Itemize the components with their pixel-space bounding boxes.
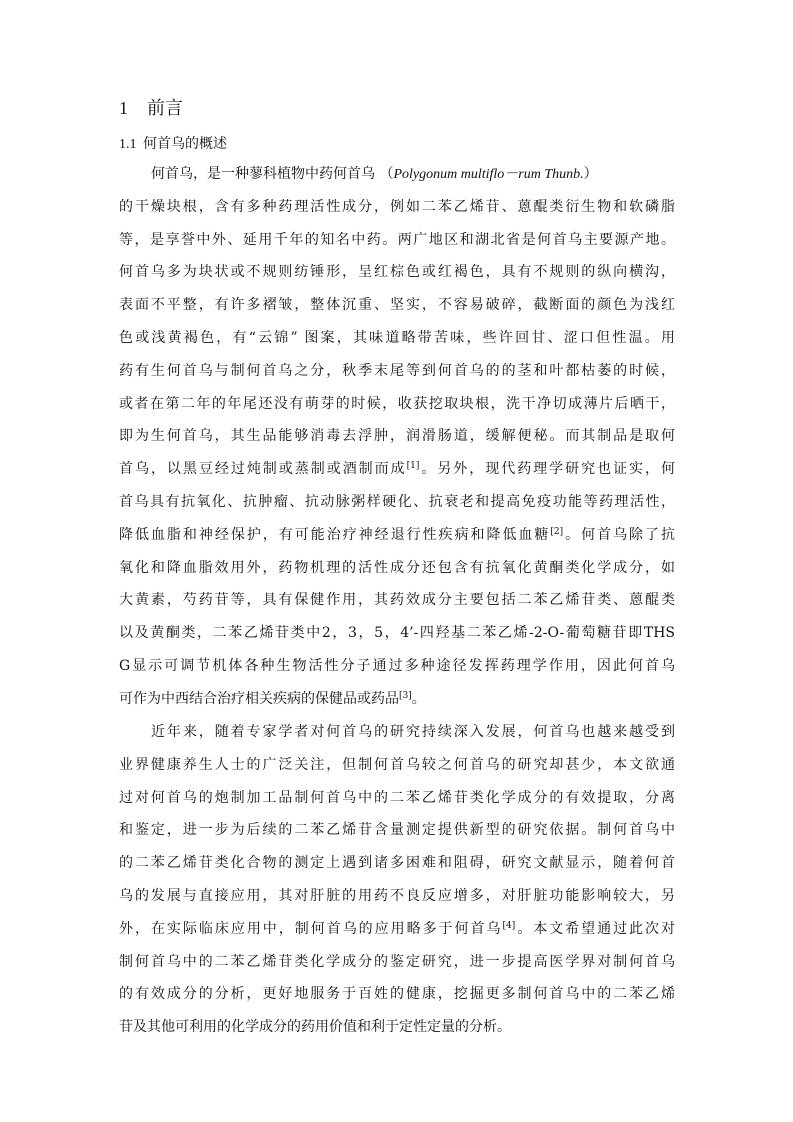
text-line: 大黄素，芍药苷等，具有保健作用，其药效成分主要包括二苯乙烯苷类、蒽醌类 xyxy=(119,592,675,609)
text-line: 的二苯乙烯苷类化合物的测定上遇到诸多困难和阻碍，研究文献显示，随着何首 xyxy=(119,855,675,872)
text-line: 首乌具有抗氧化、抗肿瘤、抗动脉粥样硬化、抗衰老和提高免疫功能等药理活性， xyxy=(119,493,675,510)
text-line: 以及黄酮类，二苯乙烯苷类中2，3，5，4’-四羟基二苯乙烯-2-O-葡萄糖苷即THS xyxy=(119,625,675,642)
text-line: 近年来，随着专家学者对何首乌的研究持续深入发展，何首乌也越来越受到 xyxy=(151,724,675,740)
text-line: 外，在实际临床应用中，制何首乌的应用略多于何首乌[4]。本文希望通过此次对 xyxy=(119,920,675,937)
subsection-heading xyxy=(119,133,227,156)
citation-ref: [4] xyxy=(502,920,516,931)
paragraph-2 xyxy=(119,716,675,1044)
section-title: 前言 xyxy=(147,98,183,119)
paragraph-1 xyxy=(119,158,675,716)
citation-ref: [1] xyxy=(406,461,420,472)
section-heading xyxy=(119,94,183,123)
text-line: 何首乌多为块状或不规则纺锤形，呈红棕色或红褐色，具有不规则的纵向横沟， xyxy=(119,264,675,281)
text-line: 降低血脂和神经保护，有可能治疗神经退行性疾病和降低血糖[2]。何首乌除了抗 xyxy=(119,526,675,543)
text-line: 乌的发展与直接应用，其对肝脏的用药不良反应增多，对肝脏功能影响较大，另 xyxy=(119,887,675,904)
text-line: 药有生何首乌与制何首乌之分，秋季末尾等到何首乌的的茎和叶都枯萎的时候， xyxy=(119,362,675,379)
section-number: 1 xyxy=(119,98,128,118)
text-line: 的有效成分的分析，更好地服务于百姓的健康，挖掘更多制何首乌中的二苯乙烯 xyxy=(119,986,675,1003)
subsection-number: 1.1 xyxy=(119,137,137,152)
text-line: 等，是享誉中外、延用千年的知名中药。两广地区和湖北省是何首乌主要源产地。 xyxy=(119,231,675,248)
text-line: 色或浅黄褐色，有“云锦” 图案，其味道略带苦味，些许回甘、涩口但性温。用 xyxy=(119,329,675,346)
text-line: 即为生何首乌，其生品能够消毒去浮肿，润滑肠道，缓解便秘。而其制品是取何 xyxy=(119,428,675,445)
text-line: 的干燥块根，含有多种药理活性成分，例如二苯乙烯苷、蒽醌类衍生物和软磷脂 xyxy=(119,198,675,215)
text-line: 或者在第二年的年尾还没有萌芽的时候，收获挖取块根，洗干净切成薄片后晒干， xyxy=(119,395,675,412)
text-line: 苷及其他可利用的化学成分的药用价值和利于定性定量的分析。 xyxy=(119,1019,511,1036)
text-line: 和鉴定，进一步为后续的二苯乙烯苷含量测定提供新型的研究依据。制何首乌中 xyxy=(119,822,675,839)
citation-ref: [2] xyxy=(550,526,564,537)
text-line: 可作为中西结合治疗相关疾病的保健品或药品[3]。 xyxy=(119,690,426,707)
subsection-title: 何首乌的概述 xyxy=(143,136,227,152)
text-line: 过对何首乌的炮制加工品制何首乌中的二苯乙烯苷类化学成分的有效提取，分离 xyxy=(119,789,675,806)
text-line: 制何首乌中的二苯乙烯苷类化学成分的鉴定研究，进一步提高医学界对制何首乌 xyxy=(119,953,675,970)
text-line: 表面不平整，有许多褶皱，整体沉重、坚实，不容易破碎，截断面的颜色为浅红 xyxy=(119,297,675,314)
citation-ref: [3] xyxy=(399,690,412,701)
text-line: 首乌，以黑豆经过炖制或蒸制或酒制而成[1]。另外，现代药理学研究也证实，何 xyxy=(119,461,675,478)
text-line: 何首乌，是一种蓼科植物中药何首乌 （Polygonum multiflo－rum Thunb.） xyxy=(151,166,598,182)
text-line: 氧化和降血脂效用外，药物机理的活性成分还包含有抗氧化黄酮类化学成分，如 xyxy=(119,559,675,576)
text-line: 业界健康养生人士的广泛关注，但制何首乌较之何首乌的研究却甚少，本文欲通 xyxy=(119,756,675,773)
text-line: G显示可调节机体各种生物活性分子通过多种途径发挥药理学作用，因此何首乌 xyxy=(119,657,675,674)
